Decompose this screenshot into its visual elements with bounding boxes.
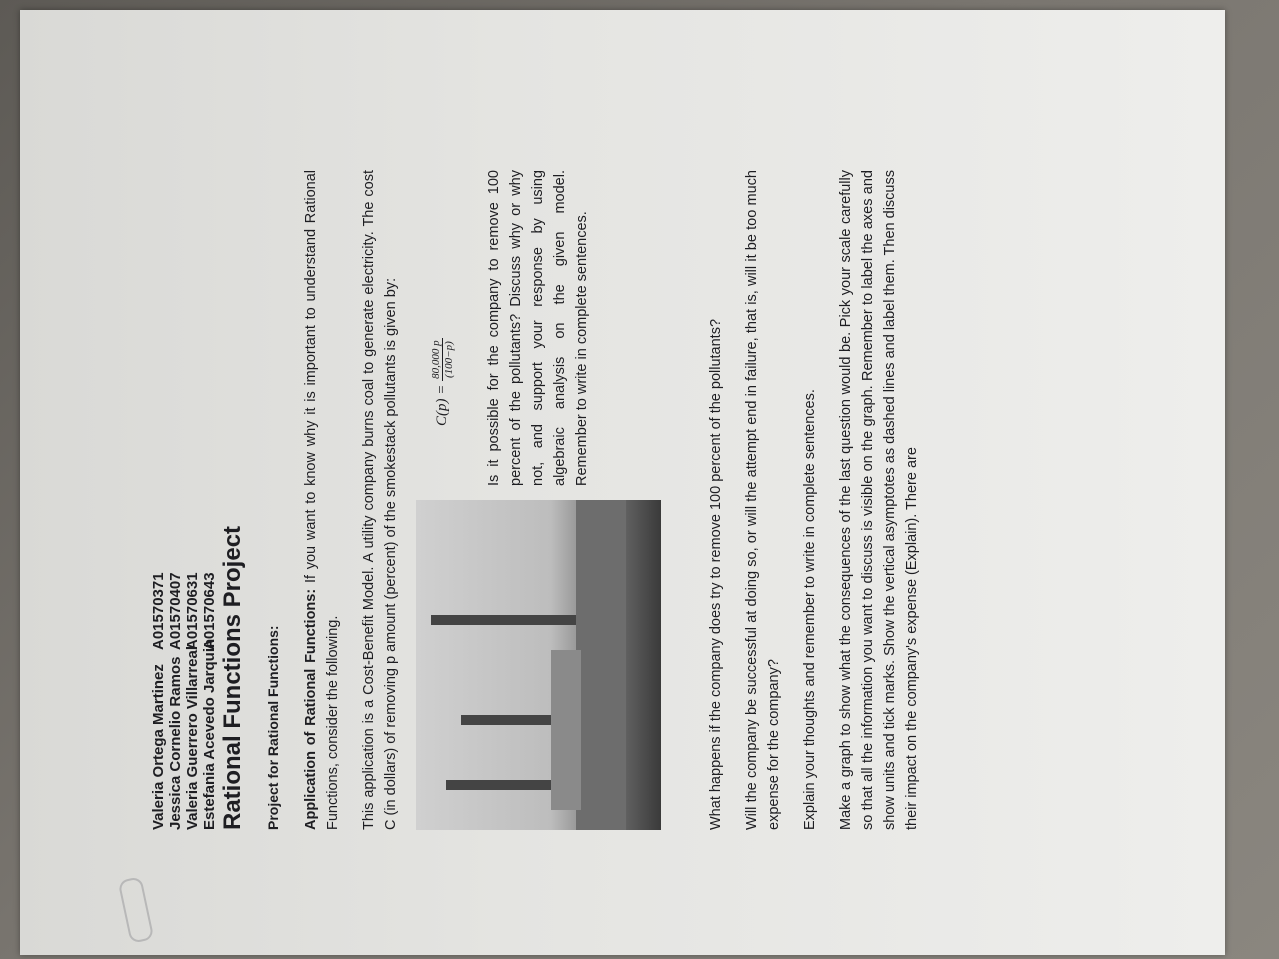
author-name: Jessica Cornelio Ramos	[167, 656, 184, 830]
power-plant-photo	[416, 500, 661, 830]
page-title: Rational Functions Project	[219, 525, 246, 830]
author-row	[150, 170, 167, 830]
question-paragraph: Will the company be successful at doing so, or will the attempt end in failure, that is, will it be too much expense for the company?	[744, 170, 782, 830]
author-id: A01570371	[150, 572, 167, 650]
formula-lhs: C(p) =	[433, 384, 450, 426]
author-row	[167, 170, 184, 830]
section-subtitle: Project for Rational Functions:	[265, 625, 281, 830]
plant-building	[576, 500, 626, 830]
question-paragraph: Is it possible for the company to remove 100 percent of the pollutants? Discuss why or why not, and support your response by using algebraic analysis on the given model. Remember to write in complete sentences.	[486, 170, 590, 486]
author-id: A01570643	[201, 572, 218, 650]
formula-numerator: 80,000 p	[430, 340, 442, 379]
author-row	[201, 170, 218, 830]
author-name: Valeria Ortega Martinez	[150, 664, 167, 830]
application-text: If you want to know why it is important to understand Rational Functions, consider the following.	[303, 170, 341, 830]
author-id: A01570631	[184, 572, 201, 650]
author-name: Estefania Acevedo Jarquin	[201, 638, 218, 830]
plant-building	[551, 650, 581, 810]
model-paragraph: This application is a Cost-Benefit Model. A utility company burns coal to generate electricity. The cost C (in dollars) of removing p amount (percent) of the smokestack pollutants is given by:	[361, 170, 399, 830]
application-label: Application of Rational Functions:	[303, 588, 319, 830]
application-paragraph	[300, 170, 344, 830]
question-paragraph: Explain your thoughts and remember to write in complete sentences.	[802, 389, 818, 830]
author-id: A01570407	[167, 572, 184, 650]
cost-formula	[430, 170, 455, 426]
document-page	[150, 170, 1060, 830]
author-list	[150, 170, 218, 830]
author-name: Valeria Guerrero Villarreal	[184, 645, 201, 830]
author-row	[184, 170, 201, 830]
formula-column	[416, 170, 661, 486]
question-paragraph: What happens if the company does try to remove 100 percent of the pollutants?	[708, 318, 724, 830]
question-paragraph: Make a graph to show what the consequences of the last question would be. Pick your scale carefully so that all the information you want to discuss is visible on the graph. Remember to label the axes and show units and tick marks. Show the vertical asymptotes as dashed lines and label them. Then discuss their impact on the company's expense (Explain). There are	[838, 170, 920, 830]
formula-fraction	[430, 338, 455, 381]
formula-denominator: (100−p)	[443, 341, 455, 378]
figure-row	[416, 170, 661, 830]
